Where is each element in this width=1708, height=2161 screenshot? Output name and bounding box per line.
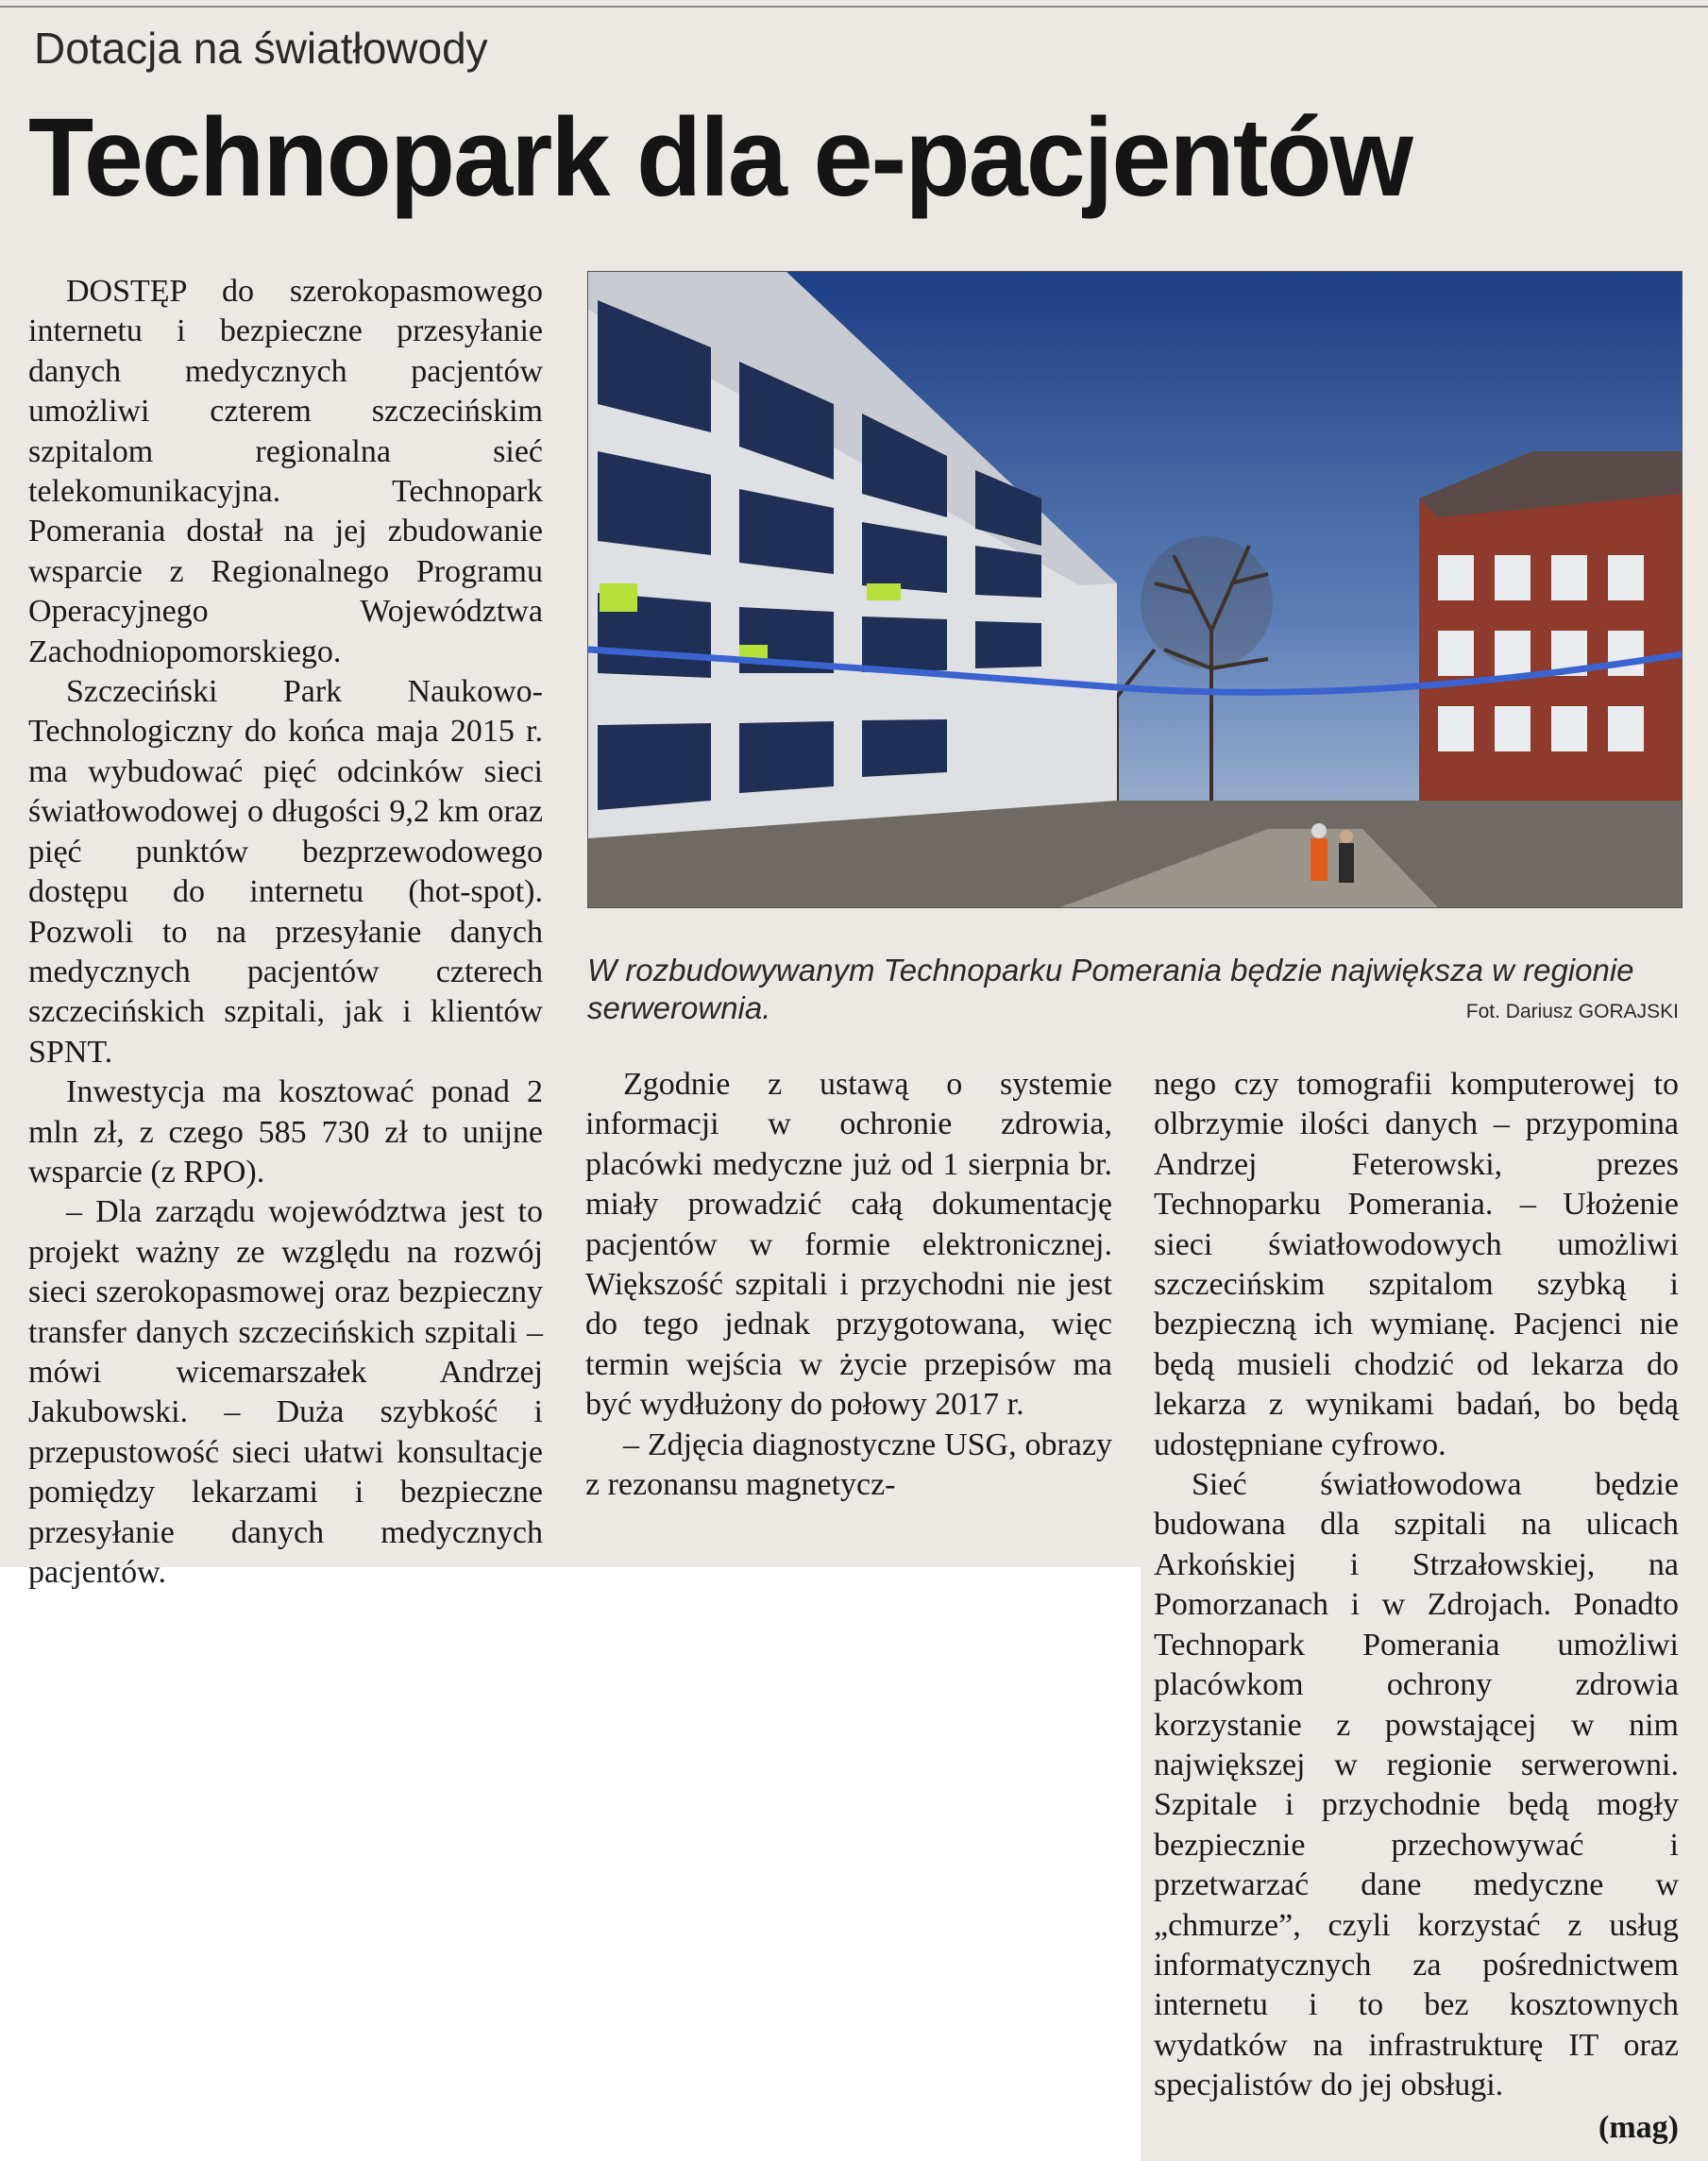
column-2: [585, 1065, 1112, 1505]
photo-caption: W rozbudowywanym Technoparku Pomerania będzie największa w regionie serwerownia.: [587, 953, 1634, 1025]
paragraph: Sieć światłowodowa będzie budowana dla szpitali na ulicach Arkońskiej i Strzałowskiej, na Pomorzanach i w Zdrojach. Ponadto Technopark Pomerania umożliwi placówkom ochrony zdrowia korzystanie z powstającej w nim największej w regionie serwerowni. Szpitale i przychodnie będą mogły bezpiecznie przechowywać i przetwarzać dane medyczne w „chmurze”, czyli korzystać z usług informatycznych za pośrednictwem internetu i to bez kosztownych wydatków na infrastrukturę IT oraz specjalistów do jej obsługi.: [1154, 1467, 1679, 2103]
paragraph: Zgodnie z ustawą o systemie informacji w ochronie zdrowia, placówki medyczne już od 1 sierpnia br. miały prowadzić całą dokumentację pacjentów w formie elektronicznej. Większość szpitali i przychodni nie jest do tego jednak przygotowana, więc termin wejścia w życie przepisów ma być wydłużony do połowy 2017 r.: [585, 1067, 1112, 1423]
paragraph-continued: nego czy tomografii komputerowej to olbrzymie ilości danych – przypomina Andrzej Feterowski, prezes Technoparku Pomerania. – Ułożenie sieci światłowodowych umożliwi szczecińskim szpitalom szybką i bezpieczną ich wymianę. Pacjenci nie będą musieli chodzić od lekarza do lekarza z wynikami badań, bo będą udostępniane cyfrowo.: [1154, 1067, 1679, 1462]
paragraph: – Dla zarządu województwa jest to projekt ważny ze względu na rozwój sieci szerokopasmowej oraz bezpieczny transfer danych szczecińskich szpitali – mówi wicemarszałek Andrzej Jakubowski. – Duża szybkość i przepustowość sieci ułatwi konsultacje pomiędzy lekarzami i bezpieczne przesyłanie danych medycznych pacjentów.: [28, 1194, 543, 1590]
kicker: Dotacja na światłowody: [34, 24, 488, 73]
paragraph: – Zdjęcia diagnostyczne USG, obrazy z rezonansu magnetycz-: [585, 1427, 1112, 1503]
top-rule: [0, 6, 1708, 8]
paragraph: DOSTĘP do szerokopasmowego internetu i bezpieczne przesyłanie danych medycznych pacjentów umożliwi czterem szczecińskim szpitalom regionalna sieć telekomunikacyjna. Technopark Pomerania dostał na jej zbudowanie wsparcie z Regionalnego Programu Operacyjnego Województwa Zachodniopomorskiego.: [28, 274, 543, 669]
photo-credit: Fot. Dariusz GORAJSKI: [1465, 1001, 1679, 1022]
column-1: [28, 272, 543, 1593]
paragraph: Szczeciński Park Naukowo-Technologiczny do końca maja 2015 r. ma wybudować pięć odcinków sieci światłowodowej o długości 9,2 km oraz pięć punktów bezprzewodowego dostępu do internetu (hot-spot). Pozwoli to na przesyłanie danych medycznych pacjentów czterech szczecińskich szpitali, jak i klientów SPNT.: [28, 674, 543, 1070]
building-illustration: [588, 272, 1682, 907]
column-3: [1154, 1065, 1679, 2148]
building-photo: [587, 271, 1683, 908]
headline: Technopark dla e-pacjentów: [28, 95, 1412, 220]
author-signature: (mag): [1598, 2109, 1679, 2145]
paragraph: Inwestycja ma kosztować ponad 2 mln zł, z czego 585 730 zł to unijne wsparcie (z RPO).: [28, 1074, 543, 1190]
